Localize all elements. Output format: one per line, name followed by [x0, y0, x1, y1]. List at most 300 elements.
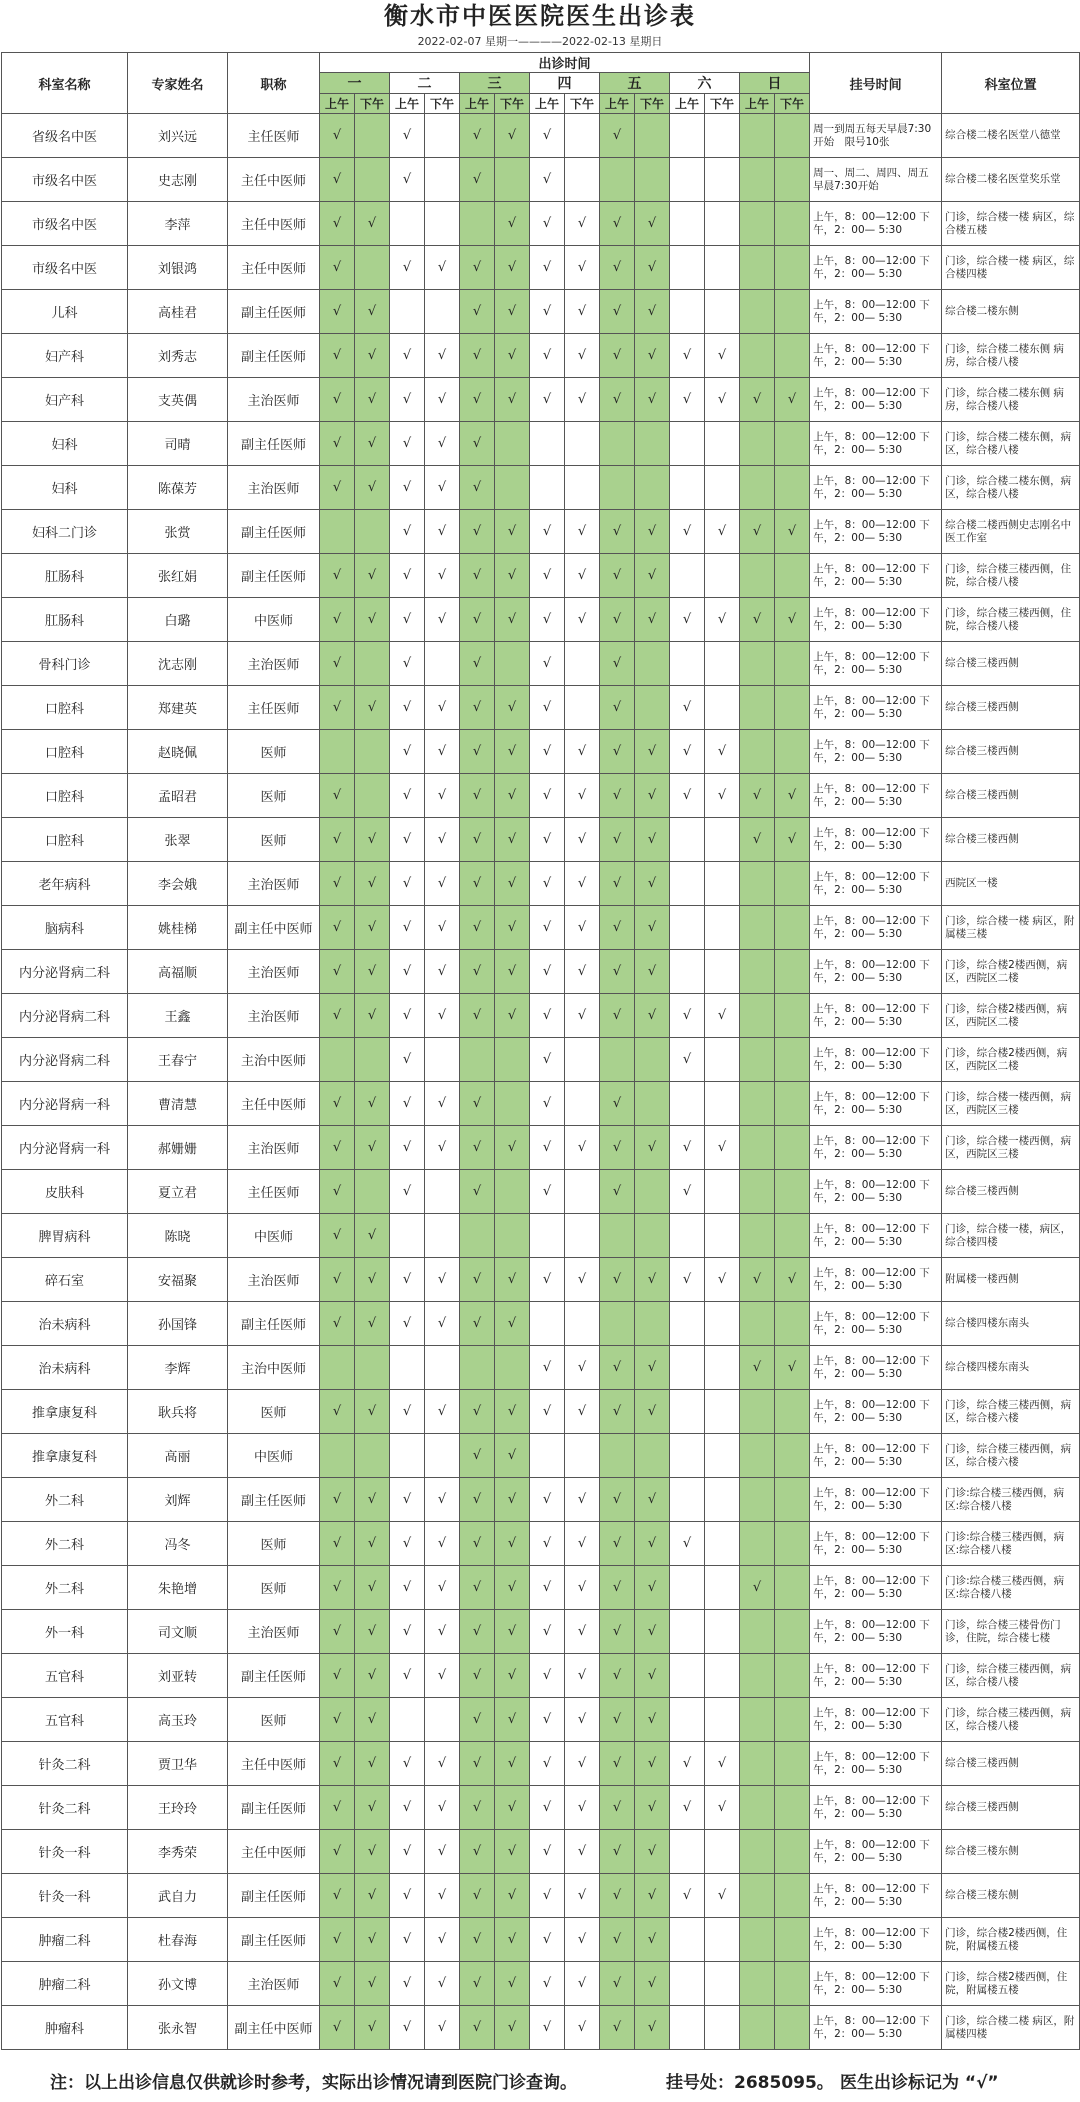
- slot-am-cell: [740, 202, 775, 246]
- slot-am-cell: √: [390, 1126, 425, 1170]
- slot-pm-cell: √: [425, 1126, 460, 1170]
- slot-am-cell: [740, 950, 775, 994]
- slot-am-cell: √: [530, 1742, 565, 1786]
- slot-pm-cell: √: [565, 1390, 600, 1434]
- slot-pm-cell: √: [565, 1874, 600, 1918]
- slot-am-cell: [670, 1566, 705, 1610]
- location-cell: 门诊，综合楼三楼西侧，病区，综合楼六楼: [942, 1390, 1080, 1434]
- location-cell: 综合楼三楼西侧: [942, 642, 1080, 686]
- slot-pm-cell: [355, 510, 390, 554]
- slot-pm-cell: √: [425, 2006, 460, 2050]
- slot-am-cell: [530, 1434, 565, 1478]
- slot-am-cell: [670, 1082, 705, 1126]
- slot-pm-cell: √: [425, 1962, 460, 2006]
- slot-am-cell: √: [530, 862, 565, 906]
- slot-am-cell: √: [530, 994, 565, 1038]
- slot-pm-cell: √: [425, 1258, 460, 1302]
- table-row: [2, 114, 1080, 158]
- slot-pm-cell: [705, 1038, 740, 1082]
- slot-pm-cell: [635, 158, 670, 202]
- location-cell: 综合楼二楼西侧史志刚名中医工作室: [942, 510, 1080, 554]
- slot-pm-cell: √: [635, 2006, 670, 2050]
- slot-pm-cell: [355, 642, 390, 686]
- doctor-title-cell: 主治医师: [228, 1126, 320, 1170]
- slot-pm-cell: [705, 1698, 740, 1742]
- header-pm: 下午: [355, 94, 390, 114]
- location-cell: 综合楼四楼东南头: [942, 1346, 1080, 1390]
- slot-pm-cell: √: [565, 774, 600, 818]
- location-cell: 门诊，综合楼二楼东侧 病房，综合楼八楼: [942, 378, 1080, 422]
- slot-pm-cell: [705, 1302, 740, 1346]
- slot-pm-cell: √: [565, 2006, 600, 2050]
- doctor-name-cell: 史志刚: [128, 158, 228, 202]
- reg-time-cell: 上午，8：00—12:00 下午，2：00— 5:30: [810, 1698, 942, 1742]
- dept-cell: 外二科: [2, 1522, 128, 1566]
- slot-pm-cell: √: [355, 598, 390, 642]
- doctor-title-cell: 副主任医师: [228, 422, 320, 466]
- header-dept: 科室名称: [2, 53, 128, 114]
- slot-pm-cell: √: [635, 1478, 670, 1522]
- slot-am-cell: √: [600, 1258, 635, 1302]
- doctor-title-cell: 主治医师: [228, 1258, 320, 1302]
- table-row: [2, 510, 1080, 554]
- slot-am-cell: √: [530, 554, 565, 598]
- table-row: [2, 642, 1080, 686]
- slot-am-cell: [740, 334, 775, 378]
- slot-pm-cell: [425, 1698, 460, 1742]
- dept-cell: 外一科: [2, 1610, 128, 1654]
- doctor-name-cell: 王鑫: [128, 994, 228, 1038]
- slot-am-cell: √: [530, 334, 565, 378]
- slot-pm-cell: √: [425, 598, 460, 642]
- slot-pm-cell: √: [355, 862, 390, 906]
- slot-am-cell: √: [670, 1742, 705, 1786]
- dept-cell: 骨科门诊: [2, 642, 128, 686]
- slot-am-cell: √: [670, 510, 705, 554]
- slot-pm-cell: √: [705, 378, 740, 422]
- slot-am-cell: [320, 1038, 355, 1082]
- location-cell: 门诊，综合楼一楼 病区，综合楼四楼: [942, 246, 1080, 290]
- slot-am-cell: √: [390, 1258, 425, 1302]
- location-cell: 综合楼三楼西侧: [942, 730, 1080, 774]
- slot-am-cell: √: [530, 1698, 565, 1742]
- slot-pm-cell: [355, 1434, 390, 1478]
- slot-am-cell: √: [600, 554, 635, 598]
- header-location: 科室位置: [942, 53, 1080, 114]
- dept-cell: 皮肤科: [2, 1170, 128, 1214]
- slot-am-cell: √: [530, 1566, 565, 1610]
- slot-am-cell: √: [670, 1170, 705, 1214]
- slot-pm-cell: [705, 202, 740, 246]
- table-row: [2, 202, 1080, 246]
- location-cell: 综合楼三楼西侧: [942, 1786, 1080, 1830]
- slot-am-cell: √: [600, 510, 635, 554]
- slot-am-cell: √: [530, 598, 565, 642]
- dept-cell: 针灸一科: [2, 1874, 128, 1918]
- slot-am-cell: [740, 906, 775, 950]
- doctor-name-cell: 刘兴远: [128, 114, 228, 158]
- doctor-title-cell: 医师: [228, 1522, 320, 1566]
- slot-pm-cell: √: [775, 378, 810, 422]
- slot-pm-cell: √: [355, 2006, 390, 2050]
- slot-pm-cell: √: [425, 1302, 460, 1346]
- slot-pm-cell: [635, 1038, 670, 1082]
- doctor-title-cell: 主治中医师: [228, 1038, 320, 1082]
- slot-am-cell: √: [390, 1786, 425, 1830]
- dept-cell: 外二科: [2, 1566, 128, 1610]
- slot-am-cell: [740, 246, 775, 290]
- slot-pm-cell: [705, 466, 740, 510]
- date-range: 2022-02-07 星期一————2022-02-13 星期日: [417, 35, 663, 48]
- slot-pm-cell: [775, 1698, 810, 1742]
- slot-am-cell: [740, 730, 775, 774]
- doctor-title-cell: 主任医师: [228, 1170, 320, 1214]
- slot-am-cell: √: [670, 1258, 705, 1302]
- slot-am-cell: √: [320, 906, 355, 950]
- slot-pm-cell: [775, 994, 810, 1038]
- doctor-name-cell: 武自力: [128, 1874, 228, 1918]
- slot-pm-cell: [705, 1346, 740, 1390]
- slot-pm-cell: √: [635, 994, 670, 1038]
- location-cell: 门诊，综合楼二楼东侧 病房，综合楼八楼: [942, 334, 1080, 378]
- slot-am-cell: √: [600, 2006, 635, 2050]
- slot-am-cell: [740, 1654, 775, 1698]
- slot-am-cell: √: [530, 246, 565, 290]
- slot-am-cell: √: [320, 1126, 355, 1170]
- slot-am-cell: √: [460, 1302, 495, 1346]
- slot-am-cell: √: [460, 1786, 495, 1830]
- reg-time-cell: 上午，8：00—12:00 下午，2：00— 5:30: [810, 862, 942, 906]
- slot-am-cell: [390, 1434, 425, 1478]
- slot-am-cell: √: [460, 1698, 495, 1742]
- slot-pm-cell: √: [495, 774, 530, 818]
- table-row: [2, 1214, 1080, 1258]
- slot-am-cell: √: [460, 290, 495, 334]
- slot-pm-cell: √: [425, 1874, 460, 1918]
- slot-am-cell: √: [390, 686, 425, 730]
- slot-am-cell: √: [460, 686, 495, 730]
- slot-pm-cell: [775, 906, 810, 950]
- slot-am-cell: [740, 1522, 775, 1566]
- location-cell: 综合楼三楼西侧: [942, 774, 1080, 818]
- reg-time-cell: 上午，8：00—12:00 下午，2：00— 5:30: [810, 1874, 942, 1918]
- slot-am-cell: √: [460, 598, 495, 642]
- doctor-title-cell: 医师: [228, 818, 320, 862]
- location-cell: 门诊:综合楼三楼西侧，病区:综合楼八楼: [942, 1522, 1080, 1566]
- slot-am-cell: √: [530, 378, 565, 422]
- slot-pm-cell: √: [495, 1830, 530, 1874]
- slot-am-cell: √: [600, 686, 635, 730]
- slot-am-cell: √: [320, 1258, 355, 1302]
- slot-am-cell: √: [530, 2006, 565, 2050]
- slot-pm-cell: [705, 422, 740, 466]
- slot-pm-cell: √: [635, 730, 670, 774]
- slot-pm-cell: √: [495, 862, 530, 906]
- reg-time-cell: 周一、周二、周四、周五 早晨7:30开始: [810, 158, 942, 202]
- doctor-name-cell: 高福顺: [128, 950, 228, 994]
- dept-cell: 内分泌肾病二科: [2, 1038, 128, 1082]
- slot-pm-cell: √: [635, 1258, 670, 1302]
- slot-am-cell: √: [460, 1082, 495, 1126]
- slot-am-cell: [670, 1302, 705, 1346]
- header-am: 上午: [460, 94, 495, 114]
- table-row: [2, 1346, 1080, 1390]
- doctor-title-cell: 主治医师: [228, 994, 320, 1038]
- header-day-mon: 一: [320, 73, 390, 94]
- slot-pm-cell: [705, 290, 740, 334]
- slot-am-cell: [390, 202, 425, 246]
- slot-am-cell: √: [530, 1258, 565, 1302]
- slot-am-cell: √: [600, 774, 635, 818]
- slot-pm-cell: [355, 1346, 390, 1390]
- location-cell: 门诊，综合楼三楼骨伤门诊，住院，综合楼七楼: [942, 1610, 1080, 1654]
- slot-am-cell: √: [670, 730, 705, 774]
- doctor-name-cell: 郑建英: [128, 686, 228, 730]
- slot-am-cell: √: [390, 818, 425, 862]
- slot-am-cell: √: [390, 1654, 425, 1698]
- slot-pm-cell: √: [425, 774, 460, 818]
- slot-pm-cell: [425, 1214, 460, 1258]
- slot-am-cell: √: [320, 158, 355, 202]
- slot-am-cell: √: [740, 510, 775, 554]
- slot-am-cell: √: [320, 2006, 355, 2050]
- slot-am-cell: √: [740, 598, 775, 642]
- slot-pm-cell: √: [355, 1874, 390, 1918]
- slot-pm-cell: [775, 1830, 810, 1874]
- slot-pm-cell: √: [495, 2006, 530, 2050]
- reg-time-cell: 上午，8：00—12:00 下午，2：00— 5:30: [810, 1082, 942, 1126]
- slot-pm-cell: √: [355, 422, 390, 466]
- slot-pm-cell: √: [775, 1346, 810, 1390]
- slot-am-cell: [740, 1918, 775, 1962]
- slot-pm-cell: √: [635, 1390, 670, 1434]
- slot-pm-cell: √: [705, 1786, 740, 1830]
- doctor-title-cell: 副主任医师: [228, 1874, 320, 1918]
- slot-am-cell: √: [600, 1522, 635, 1566]
- slot-pm-cell: [775, 1126, 810, 1170]
- reg-time-cell: 上午，8：00—12:00 下午，2：00— 5:30: [810, 466, 942, 510]
- slot-pm-cell: [705, 686, 740, 730]
- slot-am-cell: √: [740, 378, 775, 422]
- slot-am-cell: √: [600, 1918, 635, 1962]
- reg-time-cell: 上午，8：00—12:00 下午，2：00— 5:30: [810, 1830, 942, 1874]
- slot-pm-cell: √: [355, 1258, 390, 1302]
- slot-pm-cell: √: [425, 510, 460, 554]
- slot-pm-cell: √: [565, 1610, 600, 1654]
- slot-am-cell: √: [320, 774, 355, 818]
- location-cell: 门诊，综合楼一楼 病区，附属楼三楼: [942, 906, 1080, 950]
- slot-pm-cell: [635, 686, 670, 730]
- reg-time-cell: 上午，8：00—12:00 下午，2：00— 5:30: [810, 1654, 942, 1698]
- slot-pm-cell: √: [425, 1786, 460, 1830]
- slot-am-cell: √: [530, 950, 565, 994]
- slot-am-cell: √: [460, 1522, 495, 1566]
- table-row: [2, 290, 1080, 334]
- dept-cell: 推拿康复科: [2, 1434, 128, 1478]
- slot-am-cell: [600, 1302, 635, 1346]
- slot-am-cell: √: [390, 378, 425, 422]
- location-cell: 附属楼一楼西侧: [942, 1258, 1080, 1302]
- location-cell: 门诊，综合楼2楼西侧，住院，附属楼五楼: [942, 1962, 1080, 2006]
- slot-pm-cell: √: [425, 1654, 460, 1698]
- location-cell: 综合楼三楼西侧: [942, 686, 1080, 730]
- slot-am-cell: √: [600, 334, 635, 378]
- slot-am-cell: √: [530, 1874, 565, 1918]
- slot-pm-cell: [705, 1654, 740, 1698]
- doctor-name-cell: 刘亚转: [128, 1654, 228, 1698]
- slot-pm-cell: √: [425, 1522, 460, 1566]
- slot-am-cell: √: [390, 466, 425, 510]
- slot-am-cell: √: [320, 1830, 355, 1874]
- slot-am-cell: √: [460, 158, 495, 202]
- slot-pm-cell: √: [775, 774, 810, 818]
- slot-pm-cell: [705, 2006, 740, 2050]
- slot-am-cell: √: [600, 862, 635, 906]
- slot-am-cell: √: [460, 334, 495, 378]
- location-cell: 门诊，综合楼一楼西侧，病区，西院区三楼: [942, 1082, 1080, 1126]
- slot-am-cell: √: [390, 994, 425, 1038]
- slot-am-cell: [740, 1698, 775, 1742]
- slot-am-cell: [670, 1830, 705, 1874]
- slot-am-cell: [740, 642, 775, 686]
- location-cell: 门诊，综合楼三楼西侧，病区，综合楼八楼: [942, 1698, 1080, 1742]
- slot-am-cell: √: [320, 598, 355, 642]
- slot-pm-cell: √: [565, 818, 600, 862]
- slot-am-cell: [670, 950, 705, 994]
- slot-pm-cell: √: [565, 246, 600, 290]
- slot-pm-cell: √: [425, 818, 460, 862]
- slot-pm-cell: √: [495, 1610, 530, 1654]
- table-row: [2, 906, 1080, 950]
- slot-pm-cell: √: [565, 1126, 600, 1170]
- slot-am-cell: √: [390, 1390, 425, 1434]
- slot-am-cell: √: [390, 1742, 425, 1786]
- slot-pm-cell: [775, 202, 810, 246]
- header-am: 上午: [740, 94, 775, 114]
- slot-am-cell: √: [320, 686, 355, 730]
- location-cell: 门诊，综合楼二楼东侧，病区，综合楼八楼: [942, 422, 1080, 466]
- slot-am-cell: [670, 642, 705, 686]
- doctor-name-cell: 孟昭君: [128, 774, 228, 818]
- slot-am-cell: √: [320, 114, 355, 158]
- slot-pm-cell: √: [565, 1522, 600, 1566]
- slot-pm-cell: √: [635, 950, 670, 994]
- slot-am-cell: √: [600, 730, 635, 774]
- slot-am-cell: √: [600, 1170, 635, 1214]
- slot-pm-cell: [775, 1478, 810, 1522]
- doctor-title-cell: 主治中医师: [228, 1346, 320, 1390]
- slot-am-cell: √: [600, 1082, 635, 1126]
- slot-am-cell: √: [390, 1566, 425, 1610]
- slot-am-cell: √: [600, 202, 635, 246]
- doctor-name-cell: 刘秀志: [128, 334, 228, 378]
- slot-pm-cell: [635, 1082, 670, 1126]
- dept-cell: 妇科: [2, 422, 128, 466]
- slot-pm-cell: √: [425, 246, 460, 290]
- slot-am-cell: [390, 1346, 425, 1390]
- dept-cell: 肿瘤二科: [2, 1962, 128, 2006]
- slot-pm-cell: [425, 1170, 460, 1214]
- doctor-title-cell: 医师: [228, 730, 320, 774]
- slot-pm-cell: [705, 906, 740, 950]
- reg-time-cell: 上午，8：00—12:00 下午，2：00— 5:30: [810, 1038, 942, 1082]
- slot-pm-cell: √: [355, 818, 390, 862]
- dept-cell: 儿科: [2, 290, 128, 334]
- slot-am-cell: √: [320, 554, 355, 598]
- doctor-title-cell: 主任中医师: [228, 158, 320, 202]
- slot-pm-cell: √: [635, 1566, 670, 1610]
- slot-am-cell: [670, 2006, 705, 2050]
- slot-pm-cell: √: [635, 818, 670, 862]
- slot-pm-cell: [635, 642, 670, 686]
- doctor-name-cell: 王春宁: [128, 1038, 228, 1082]
- table-row: [2, 1390, 1080, 1434]
- reg-time-cell: 上午，8：00—12:00 下午，2：00— 5:30: [810, 554, 942, 598]
- slot-am-cell: √: [530, 510, 565, 554]
- slot-am-cell: [460, 202, 495, 246]
- slot-am-cell: [740, 158, 775, 202]
- slot-am-cell: √: [530, 1830, 565, 1874]
- header-pm: 下午: [775, 94, 810, 114]
- slot-am-cell: √: [600, 1742, 635, 1786]
- slot-pm-cell: √: [565, 1654, 600, 1698]
- slot-am-cell: √: [460, 114, 495, 158]
- slot-pm-cell: [425, 1434, 460, 1478]
- doctor-title-cell: 副主任中医师: [228, 906, 320, 950]
- slot-am-cell: √: [670, 1874, 705, 1918]
- slot-pm-cell: √: [425, 1610, 460, 1654]
- slot-pm-cell: √: [355, 1962, 390, 2006]
- slot-pm-cell: [635, 422, 670, 466]
- slot-am-cell: √: [460, 1918, 495, 1962]
- slot-pm-cell: [775, 1302, 810, 1346]
- reg-time-cell: 上午，8：00—12:00 下午，2：00— 5:30: [810, 334, 942, 378]
- slot-am-cell: √: [460, 1566, 495, 1610]
- doctor-title-cell: 副主任医师: [228, 1654, 320, 1698]
- slot-pm-cell: √: [495, 1258, 530, 1302]
- slot-pm-cell: √: [355, 1654, 390, 1698]
- doctor-name-cell: 陈晓: [128, 1214, 228, 1258]
- slot-pm-cell: [705, 1214, 740, 1258]
- slot-am-cell: √: [600, 994, 635, 1038]
- dept-cell: 治未病科: [2, 1302, 128, 1346]
- doctor-name-cell: 司文顺: [128, 1610, 228, 1654]
- slot-am-cell: √: [600, 818, 635, 862]
- table-row: [2, 950, 1080, 994]
- slot-am-cell: √: [320, 994, 355, 1038]
- table-row: [2, 246, 1080, 290]
- reg-time-cell: 上午，8：00—12:00 下午，2：00— 5:30: [810, 1390, 942, 1434]
- slot-am-cell: [670, 1478, 705, 1522]
- slot-pm-cell: [565, 158, 600, 202]
- slot-pm-cell: √: [495, 202, 530, 246]
- slot-pm-cell: [775, 1962, 810, 2006]
- slot-pm-cell: [705, 1610, 740, 1654]
- doctor-name-cell: 高桂君: [128, 290, 228, 334]
- dept-cell: 针灸一科: [2, 1830, 128, 1874]
- slot-pm-cell: [775, 950, 810, 994]
- slot-pm-cell: √: [355, 554, 390, 598]
- slot-pm-cell: √: [565, 290, 600, 334]
- slot-am-cell: √: [530, 1522, 565, 1566]
- slot-pm-cell: √: [635, 1918, 670, 1962]
- slot-pm-cell: [775, 422, 810, 466]
- reg-time-cell: 上午，8：00—12:00 下午，2：00— 5:30: [810, 1962, 942, 2006]
- slot-am-cell: √: [600, 1654, 635, 1698]
- slot-pm-cell: √: [635, 906, 670, 950]
- table-row: [2, 774, 1080, 818]
- slot-pm-cell: √: [775, 510, 810, 554]
